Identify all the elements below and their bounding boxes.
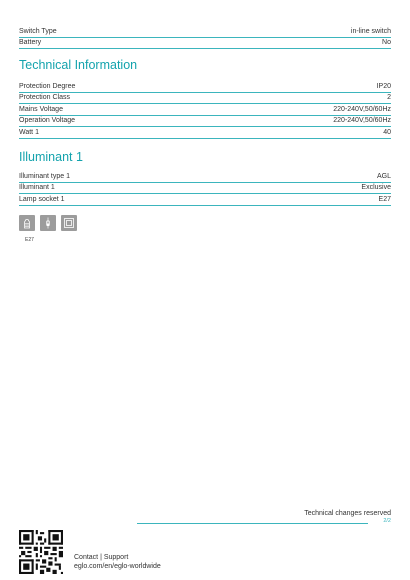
table-row [19, 127, 391, 139]
table-row [19, 171, 391, 183]
table-row [19, 183, 391, 195]
table-row [19, 38, 391, 50]
row-label: Illuminant 1 [19, 184, 55, 192]
table-row [19, 81, 391, 93]
inline-switch-icon [40, 215, 56, 231]
icon-strip [19, 215, 77, 231]
row-value: 220-240V,50/60Hz [333, 117, 391, 125]
row-value: Exclusive [361, 184, 391, 192]
row-value: 2 [387, 94, 391, 102]
row-value: E27 [378, 195, 391, 203]
illuminant-heading: Illuminant 1 [19, 150, 83, 164]
row-label: Operation Voltage [19, 117, 76, 125]
contact-support-text: Contact | Support [74, 554, 129, 561]
general-table [19, 26, 391, 49]
table-row [19, 26, 391, 38]
table-row [19, 194, 391, 206]
table-row [19, 104, 391, 116]
technical-changes-note: Technical changes reserved [304, 510, 391, 517]
row-label: Illuminant type 1 [19, 172, 70, 180]
website-link[interactable]: eglo.com/en/eglo-worldwide [74, 563, 161, 570]
technical-table [19, 81, 391, 139]
row-value: in-line switch [350, 27, 391, 35]
lamp-socket-icon [19, 215, 35, 231]
row-label: Mains Voltage [19, 105, 63, 113]
row-value: IP20 [376, 82, 391, 90]
row-label: Protection Class [19, 94, 70, 102]
contact-block [74, 553, 161, 571]
row-label: Battery [19, 39, 42, 47]
page-number: 2/2 [383, 518, 391, 524]
row-label: Watt 1 [19, 128, 39, 136]
technical-heading: Technical Information [19, 58, 138, 72]
table-row [19, 116, 391, 128]
footer-divider [137, 523, 368, 524]
row-label: Lamp socket 1 [19, 195, 65, 203]
row-value: AGL [376, 172, 391, 180]
illuminant-table [19, 171, 391, 206]
socket-label: E27 [25, 237, 34, 243]
row-label: Protection Degree [19, 82, 76, 90]
row-value: No [382, 39, 391, 47]
table-row [19, 93, 391, 105]
qr-code-icon [19, 530, 63, 574]
row-value: 40 [383, 128, 391, 136]
row-label: Switch Type [19, 27, 57, 35]
protection-class-icon [61, 215, 77, 231]
row-value: 220-240V,50/60Hz [333, 105, 391, 113]
